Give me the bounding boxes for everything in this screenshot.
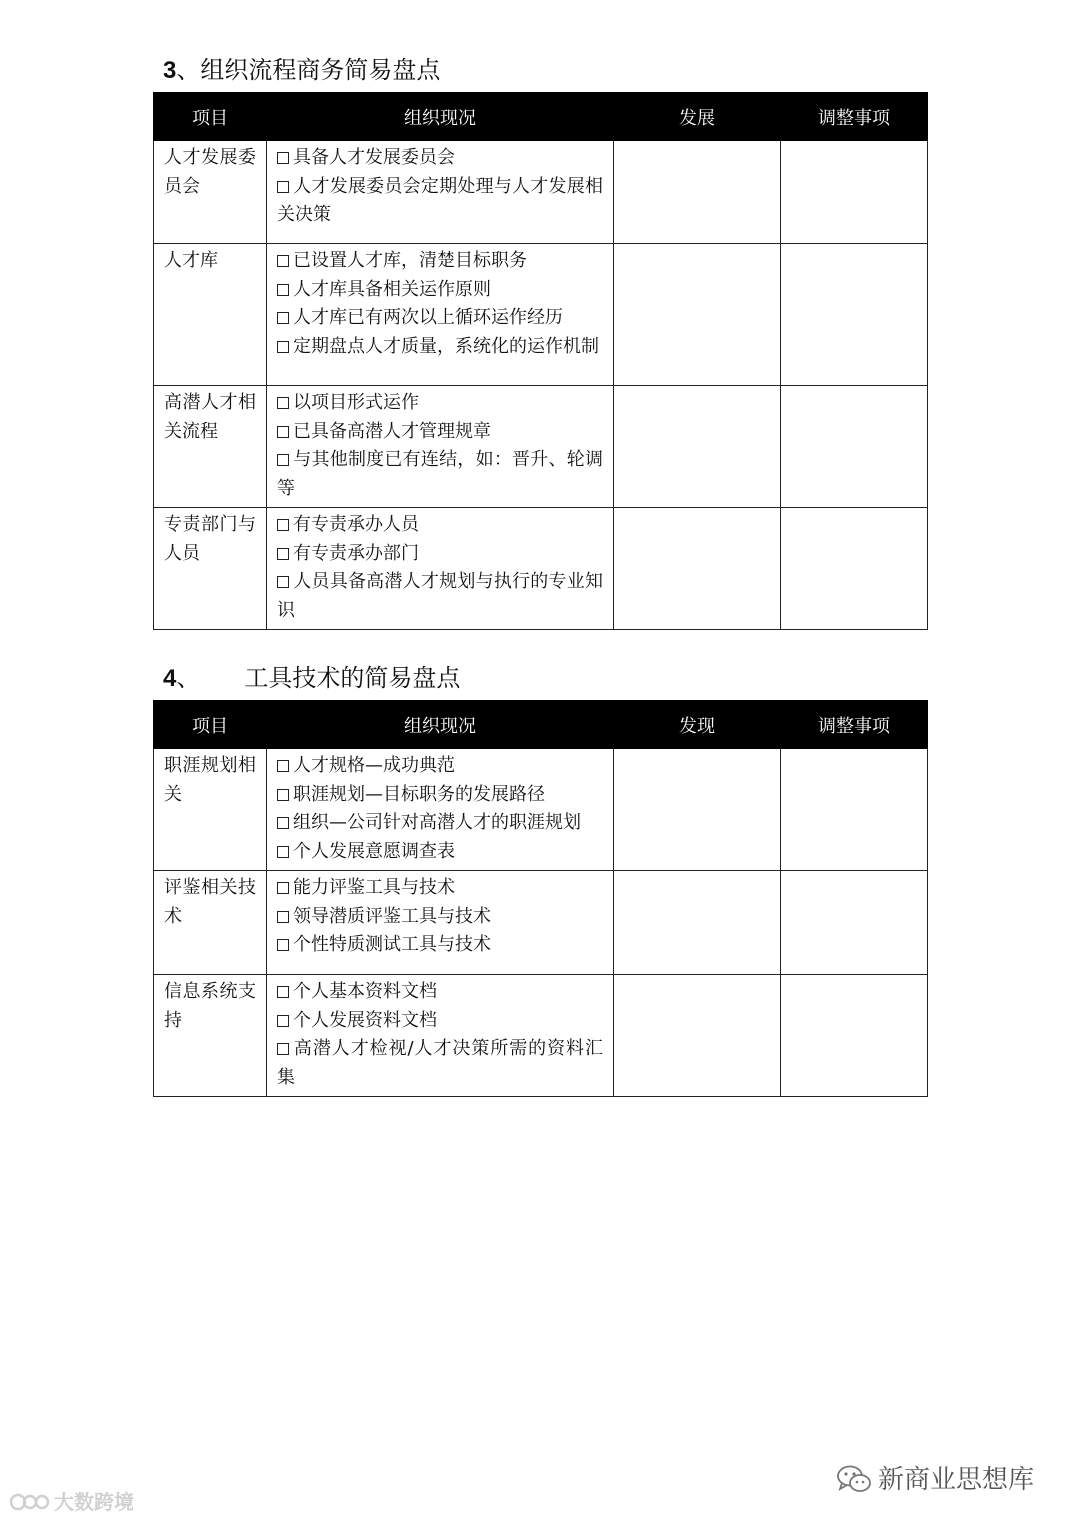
option-label: 个性特质测试工具与技术 <box>293 934 491 955</box>
org-process-table <box>153 92 928 630</box>
checklist-option[interactable] <box>277 540 603 569</box>
table-row <box>154 975 928 1097</box>
option-label: 已设置人才库，清楚目标职务 <box>293 250 527 271</box>
checkbox-icon[interactable] <box>277 789 289 801</box>
option-label: 有专责承办人员 <box>293 514 419 535</box>
section-4-title <box>163 658 460 693</box>
row-item-label: 信息系统支持 <box>154 975 267 1097</box>
watermark-left-text: 大数跨境 <box>54 1490 134 1514</box>
option-label: 人员具备高潜人才规划与执行的专业知识 <box>277 571 603 621</box>
adjustments-cell[interactable] <box>781 386 928 508</box>
checkbox-icon[interactable] <box>277 548 289 560</box>
option-label: 能力评鉴工具与技术 <box>293 877 455 898</box>
findings-cell[interactable] <box>614 141 781 244</box>
findings-cell[interactable] <box>614 749 781 871</box>
header-findings: 发展 <box>614 93 781 141</box>
row-status-cell <box>267 244 614 386</box>
row-status-cell <box>267 141 614 244</box>
option-label: 以项目形式运作 <box>293 392 419 413</box>
checkbox-icon[interactable] <box>277 255 289 267</box>
adjustments-cell[interactable] <box>781 749 928 871</box>
checklist-option[interactable] <box>277 247 603 276</box>
checklist-option[interactable] <box>277 978 603 1007</box>
checkbox-icon[interactable] <box>277 846 289 858</box>
adjustments-cell[interactable] <box>781 244 928 386</box>
row-status-cell <box>267 749 614 871</box>
checklist-option[interactable] <box>277 903 603 932</box>
header-status: 组织现况 <box>267 93 614 141</box>
tools-tech-table <box>153 700 928 1097</box>
header-adjustments: 调整事项 <box>781 93 928 141</box>
row-status-cell <box>267 508 614 630</box>
checkbox-icon[interactable] <box>277 939 289 951</box>
row-status-cell <box>267 975 614 1097</box>
option-label: 与其他制度已有连结，如：晋升、轮调等 <box>277 449 603 499</box>
option-label: 人才库具备相关运作原则 <box>293 278 491 300</box>
section-4-separator: 、 <box>176 664 201 692</box>
option-label: 人才规格—成功典范 <box>293 755 455 776</box>
option-label: 人才库已有两次以上循环运作经历 <box>293 307 563 328</box>
checkbox-icon[interactable] <box>277 397 289 409</box>
checkbox-icon[interactable] <box>277 1015 289 1027</box>
checkbox-icon[interactable] <box>277 454 289 466</box>
findings-cell[interactable] <box>614 386 781 508</box>
checklist-option[interactable] <box>277 304 603 333</box>
checkbox-icon[interactable] <box>277 284 289 296</box>
option-label: 个人发展意愿调查表 <box>293 840 455 862</box>
checkbox-icon[interactable] <box>277 181 289 193</box>
checklist-option[interactable] <box>277 173 603 230</box>
checkbox-icon[interactable] <box>277 152 289 164</box>
adjustments-cell[interactable] <box>781 975 928 1097</box>
checkbox-icon[interactable] <box>277 519 289 531</box>
checkbox-icon[interactable] <box>277 341 289 353</box>
findings-cell[interactable] <box>614 871 781 975</box>
findings-cell[interactable] <box>614 244 781 386</box>
checkbox-icon[interactable] <box>277 911 289 923</box>
wechat-icon <box>836 1464 872 1501</box>
table-row <box>154 871 928 975</box>
checklist-option[interactable] <box>277 568 603 625</box>
option-label: 组织—公司针对高潜人才的职涯规划 <box>293 812 581 833</box>
row-status-cell <box>267 386 614 508</box>
table-row <box>154 141 928 244</box>
row-item-label: 高潜人才相关流程 <box>154 386 267 508</box>
checklist-option[interactable] <box>277 752 603 781</box>
option-label: 定期盘点人才质量，系统化的运作机制 <box>293 335 599 357</box>
checklist-option[interactable] <box>277 389 603 418</box>
option-label: 具备人才发展委员会 <box>293 147 455 168</box>
checkbox-icon[interactable] <box>277 986 289 998</box>
table-row <box>154 508 928 630</box>
findings-cell[interactable] <box>614 975 781 1097</box>
checklist-option[interactable] <box>277 276 603 305</box>
table-row <box>154 749 928 871</box>
section-4-number: 4 <box>163 665 177 692</box>
option-label: 职涯规划—目标职务的发展路径 <box>293 783 545 805</box>
table-row <box>154 244 928 386</box>
dashuju-logo-icon <box>10 1491 50 1518</box>
header-adjustments: 调整事项 <box>781 701 928 749</box>
option-label: 高潜人才检视/人才决策所需的资料汇集 <box>277 1038 603 1088</box>
row-item-label: 评鉴相关技术 <box>154 871 267 975</box>
option-label: 个人基本资料文档 <box>293 981 437 1002</box>
checklist-option[interactable] <box>277 333 603 362</box>
checklist-option[interactable] <box>277 511 603 540</box>
checklist-option[interactable] <box>277 418 603 447</box>
table-row <box>154 386 928 508</box>
table-header-row <box>154 701 928 749</box>
checklist-option[interactable] <box>277 144 603 173</box>
row-item-label: 职涯规划相关 <box>154 749 267 871</box>
watermark-left <box>10 1486 134 1518</box>
option-label: 个人发展资料文档 <box>293 1009 437 1031</box>
adjustments-cell[interactable] <box>781 141 928 244</box>
section-4-title-text: 工具技术的简易盘点 <box>244 664 461 692</box>
header-item: 项目 <box>154 701 267 749</box>
row-item-label: 人才发展委员会 <box>154 141 267 244</box>
checklist-option[interactable] <box>277 931 603 960</box>
checklist-option[interactable] <box>277 446 603 503</box>
header-findings: 发现 <box>614 701 781 749</box>
watermark-right-text: 新商业思想库 <box>878 1465 1035 1495</box>
option-label: 领导潜质评鉴工具与技术 <box>293 905 491 927</box>
header-status: 组织现况 <box>267 701 614 749</box>
row-item-label: 人才库 <box>154 244 267 386</box>
section-3-title-text: 、组织流程商务简易盘点 <box>176 56 441 84</box>
section-3-title <box>163 50 440 85</box>
checkbox-icon[interactable] <box>277 882 289 894</box>
checklist-option[interactable] <box>277 874 603 903</box>
row-status-cell <box>267 871 614 975</box>
row-item-label: 专责部门与人员 <box>154 508 267 630</box>
option-label: 人才发展委员会定期处理与人才发展相关决策 <box>277 175 603 225</box>
checklist-option[interactable] <box>277 1007 603 1036</box>
header-item: 项目 <box>154 93 267 141</box>
checklist-option[interactable] <box>277 781 603 810</box>
option-label: 已具备高潜人才管理规章 <box>293 420 491 442</box>
checkbox-icon[interactable] <box>277 817 289 829</box>
checkbox-icon[interactable] <box>277 760 289 772</box>
checklist-option[interactable] <box>277 1035 603 1092</box>
adjustments-cell[interactable] <box>781 508 928 630</box>
checkbox-icon[interactable] <box>277 312 289 324</box>
findings-cell[interactable] <box>614 508 781 630</box>
checklist-option[interactable] <box>277 838 603 867</box>
table-header-row <box>154 93 928 141</box>
checkbox-icon[interactable] <box>277 576 289 588</box>
checklist-option[interactable] <box>277 809 603 838</box>
option-label: 有专责承办部门 <box>293 542 419 564</box>
adjustments-cell[interactable] <box>781 871 928 975</box>
checkbox-icon[interactable] <box>277 426 289 438</box>
checkbox-icon[interactable] <box>277 1043 289 1055</box>
watermark-right <box>836 1459 1034 1501</box>
section-3-number: 3 <box>163 57 177 84</box>
